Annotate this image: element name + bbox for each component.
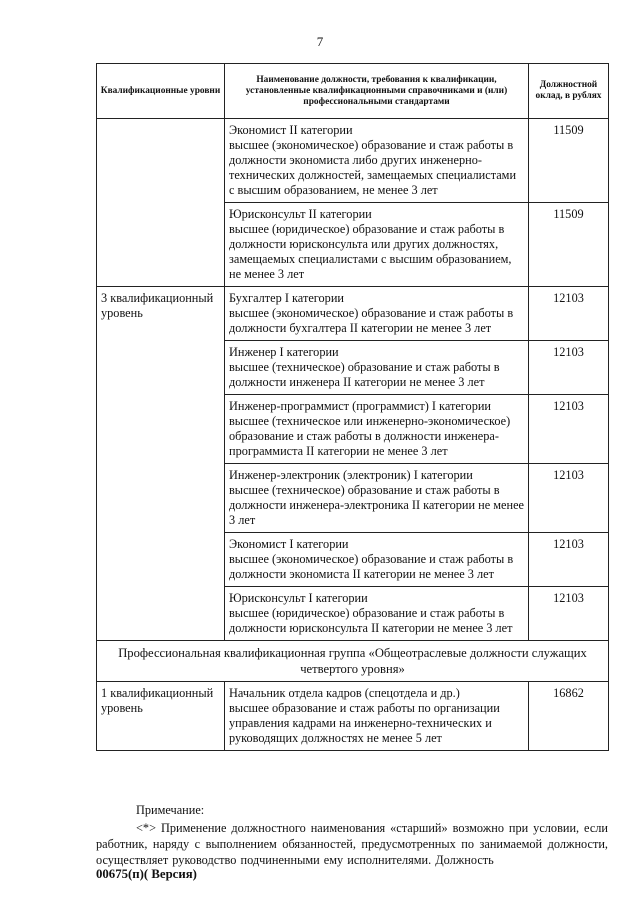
salary-cell: 12103 bbox=[529, 287, 609, 341]
position-requirement: высшее (экономическое) образование и стаж работы в должности бухгалтера II категории не менее 3 лет bbox=[229, 306, 514, 335]
position-title: Бухгалтер I категории bbox=[229, 291, 344, 305]
header-position: Наименование должности, требования к квалификации, установленные квалификационными справочниками и (или) профессиональными стандартами bbox=[225, 64, 529, 119]
position-title: Инженер-программист (программист) I категории bbox=[229, 399, 492, 413]
salary-cell: 12103 bbox=[529, 341, 609, 395]
salary-cell: 12103 bbox=[529, 533, 609, 587]
position-requirement: высшее образование и стаж работы по организации управления кадрами на инженерно-технических и руководящих должностях не менее 5 лет bbox=[229, 701, 500, 745]
position-requirement: высшее (экономическое) образование и стаж работы в должности экономиста либо других инженерно-технических должностей, замещаемых специалистами с высшим образованием, не менее 3 лет bbox=[229, 138, 517, 197]
position-requirement: высшее (экономическое) образование и стаж работы в должности экономиста II категории не менее 3 лет bbox=[229, 552, 514, 581]
table-row bbox=[97, 682, 609, 751]
table-row bbox=[97, 119, 609, 203]
group-title-row bbox=[97, 641, 609, 682]
position-cell bbox=[225, 395, 529, 464]
position-cell bbox=[225, 682, 529, 751]
position-title: Экономист I категории bbox=[229, 537, 349, 551]
position-title: Начальник отдела кадров (спецотдела и др.) bbox=[229, 686, 460, 700]
position-cell bbox=[225, 203, 529, 287]
position-cell bbox=[225, 464, 529, 533]
salary-cell: 11509 bbox=[529, 119, 609, 203]
salary-cell: 12103 bbox=[529, 464, 609, 533]
position-cell bbox=[225, 287, 529, 341]
position-requirement: высшее (юридическое) образование и стаж работы в должности юрисконсульта или других должностях, замещаемых специалистами с высшим образованием, не менее 3 лет bbox=[229, 222, 512, 281]
position-title: Юрисконсульт II категории bbox=[229, 207, 372, 221]
position-requirement: высшее (юридическое) образование и стаж работы в должности юрисконсульта II категории не менее 3 лет bbox=[229, 606, 513, 635]
position-title: Инженер I категории bbox=[229, 345, 339, 359]
salary-cell: 12103 bbox=[529, 587, 609, 641]
position-requirement: высшее (техническое) образование и стаж работы в должности инженера II категории не менее 3 лет bbox=[229, 360, 500, 389]
level-cell bbox=[97, 119, 225, 287]
position-cell bbox=[225, 533, 529, 587]
qualification-table bbox=[96, 63, 609, 751]
table-header-row bbox=[97, 64, 609, 119]
salary-cell: 12103 bbox=[529, 395, 609, 464]
note-title: Примечание: bbox=[136, 803, 205, 817]
salary-cell: 11509 bbox=[529, 203, 609, 287]
document-code: 00675(п)( Версия) bbox=[96, 867, 197, 881]
position-cell bbox=[225, 587, 529, 641]
level-cell: 3 квалификационный уровень bbox=[97, 287, 225, 641]
table-row bbox=[97, 287, 609, 341]
position-title: Экономист II категории bbox=[229, 123, 353, 137]
position-title: Инженер-электроник (электроник) I категории bbox=[229, 468, 473, 482]
position-cell bbox=[225, 119, 529, 203]
salary-cell: 16862 bbox=[529, 682, 609, 751]
note-text: <*> Применение должностного наименования «старший» возможно при условии, если работник, наряду с выполнением обязанностей, предусмотренных по занимаемой должности, осуществляет руководство подчиненными ему исполнителями. Должность bbox=[96, 821, 608, 867]
group-title: Профессиональная квалификационная группа «Общеотраслевые должности служащих четвертого уровня» bbox=[97, 641, 609, 682]
level-cell: 1 квалификационный уровень bbox=[97, 682, 225, 751]
position-requirement: высшее (техническое или инженерно-экономическое) образование и стаж работы в должности инженера-программиста II категории не менее 3 лет bbox=[229, 414, 511, 458]
position-cell bbox=[225, 341, 529, 395]
header-level: Квалификационные уровни bbox=[97, 64, 225, 119]
header-salary: Должностной оклад, в рублях bbox=[529, 64, 609, 119]
position-title: Юрисконсульт I категории bbox=[229, 591, 368, 605]
position-requirement: высшее (техническое) образование и стаж работы в должности инженера-электроника II категории не менее 3 лет bbox=[229, 483, 524, 527]
page-number: 7 bbox=[316, 34, 324, 49]
